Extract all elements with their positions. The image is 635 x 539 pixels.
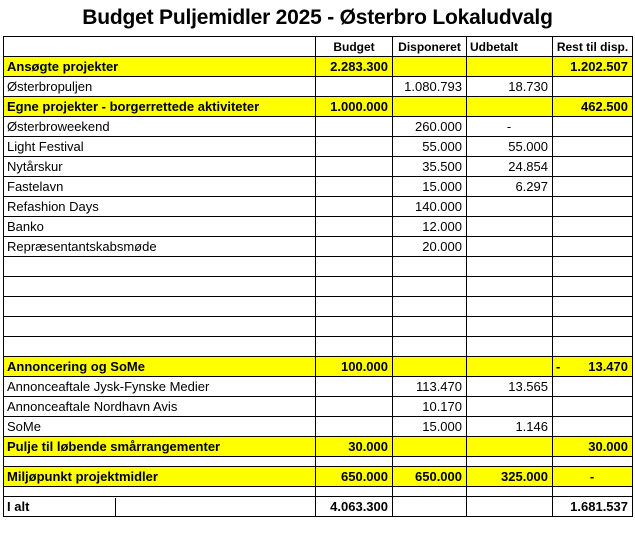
budget-cell[interactable] — [316, 77, 393, 97]
table-row-total — [4, 497, 633, 517]
empty-cell[interactable] — [393, 257, 467, 277]
empty-cell[interactable] — [467, 337, 553, 357]
empty-cell[interactable] — [4, 317, 316, 337]
total-label: I alt — [4, 498, 116, 516]
empty-cell[interactable] — [316, 257, 393, 277]
row-label[interactable]: Pulje til løbende smårrangementer — [4, 437, 316, 457]
table-row-nordhavn — [4, 397, 633, 417]
empty-cell[interactable] — [316, 457, 393, 467]
udbetalt-cell[interactable] — [467, 357, 553, 377]
udbetalt-cell[interactable] — [467, 497, 553, 517]
rest-value: 13.470 — [588, 358, 628, 374]
empty-cell[interactable] — [467, 277, 553, 297]
total-label-spacer — [116, 498, 315, 516]
budget-cell[interactable]: 1.000.000 — [316, 97, 393, 117]
row-label[interactable] — [4, 497, 316, 517]
table-row-jysk — [4, 377, 633, 397]
empty-cell[interactable] — [553, 487, 633, 497]
table-row-some — [4, 417, 633, 437]
budget-cell[interactable] — [316, 157, 393, 177]
rest-cell[interactable] — [553, 217, 633, 237]
disponeret-cell[interactable]: 113.470 — [393, 377, 467, 397]
row-label[interactable]: Refashion Days — [4, 197, 316, 217]
empty-cell[interactable] — [467, 257, 553, 277]
rest-cell[interactable] — [553, 77, 633, 97]
disponeret-cell[interactable]: 140.000 — [393, 197, 467, 217]
table-row-ansogte — [4, 57, 633, 77]
udbetalt-cell[interactable] — [467, 217, 553, 237]
rest-cell[interactable] — [553, 357, 633, 377]
table-row-miljo — [4, 467, 633, 487]
row-label[interactable]: Annoncering og SoMe — [4, 357, 316, 377]
udbetalt-cell[interactable]: 13.565 — [467, 377, 553, 397]
disponeret-cell[interactable]: 10.170 — [393, 397, 467, 417]
disponeret-cell[interactable]: 55.000 — [393, 137, 467, 157]
disponeret-cell[interactable]: 15.000 — [393, 177, 467, 197]
header-udbetalt[interactable]: Udbetalt — [467, 37, 553, 57]
table-row-empty — [4, 317, 633, 337]
table-row-osterbroweekend — [4, 117, 633, 137]
disponeret-cell[interactable]: 260.000 — [393, 117, 467, 137]
empty-cell[interactable] — [4, 297, 316, 317]
sheet-title: Budget Puljemidler 2025 - Østerbro Lokaludvalg — [82, 6, 553, 29]
empty-cell[interactable] — [393, 297, 467, 317]
udbetalt-cell[interactable] — [467, 397, 553, 417]
table-row-spacer — [4, 487, 633, 497]
table-row-nytarskur — [4, 157, 633, 177]
empty-cell[interactable] — [553, 297, 633, 317]
table-row-refashion — [4, 197, 633, 217]
row-label[interactable]: Egne projekter - borgerrettede aktiviteter — [4, 97, 316, 117]
empty-cell[interactable] — [393, 317, 467, 337]
disponeret-cell[interactable]: 1.080.793 — [393, 77, 467, 97]
table-row-osterbropuljen — [4, 77, 633, 97]
table-row-light — [4, 137, 633, 157]
udbetalt-cell[interactable]: 325.000 — [467, 467, 553, 487]
row-label[interactable]: Fastelavn — [4, 177, 316, 197]
row-label[interactable]: Light Festival — [4, 137, 316, 157]
udbetalt-cell[interactable]: 6.297 — [467, 177, 553, 197]
udbetalt-cell[interactable]: 55.000 — [467, 137, 553, 157]
disponeret-cell[interactable]: 650.000 — [393, 467, 467, 487]
empty-cell[interactable] — [553, 337, 633, 357]
udbetalt-cell[interactable] — [467, 57, 553, 77]
disponeret-cell[interactable] — [393, 357, 467, 377]
table-row-repraesentant — [4, 237, 633, 257]
table-row-empty — [4, 297, 633, 317]
budget-cell[interactable] — [316, 217, 393, 237]
rest-cell[interactable]: 1.681.537 — [553, 497, 633, 517]
disponeret-cell[interactable]: 35.500 — [393, 157, 467, 177]
udbetalt-cell[interactable] — [467, 237, 553, 257]
table-row-annoncering — [4, 357, 633, 377]
empty-cell[interactable] — [467, 487, 553, 497]
empty-cell[interactable] — [553, 317, 633, 337]
rest-cell[interactable] — [553, 177, 633, 197]
row-label[interactable]: Østerbropuljen — [4, 77, 316, 97]
empty-cell[interactable] — [4, 337, 316, 357]
header-label-cell[interactable] — [4, 37, 316, 57]
rest-cell[interactable] — [553, 397, 633, 417]
empty-cell[interactable] — [393, 457, 467, 467]
budget-cell[interactable]: 30.000 — [316, 437, 393, 457]
empty-cell[interactable] — [553, 277, 633, 297]
header-disponeret[interactable]: Disponeret — [393, 37, 467, 57]
row-label[interactable]: Banko — [4, 217, 316, 237]
empty-cell[interactable] — [553, 457, 633, 467]
rest-cell[interactable]: - — [553, 467, 633, 487]
empty-cell[interactable] — [4, 277, 316, 297]
empty-cell[interactable] — [316, 487, 393, 497]
row-label[interactable]: Ansøgte projekter — [4, 57, 316, 77]
disponeret-cell[interactable]: 12.000 — [393, 217, 467, 237]
rest-cell[interactable] — [553, 197, 633, 217]
rest-cell[interactable]: 462.500 — [553, 97, 633, 117]
row-label[interactable]: SoMe — [4, 417, 316, 437]
disponeret-cell[interactable]: 15.000 — [393, 417, 467, 437]
budget-cell[interactable] — [316, 177, 393, 197]
table-row-pulje — [4, 437, 633, 457]
row-label[interactable]: Annonceaftale Nordhavn Avis — [4, 397, 316, 417]
empty-cell[interactable] — [316, 277, 393, 297]
table-row-fastelavn — [4, 177, 633, 197]
budget-cell[interactable] — [316, 237, 393, 257]
row-label[interactable]: Miljøpunkt projektmidler — [4, 467, 316, 487]
rest-cell[interactable]: 30.000 — [553, 437, 633, 457]
empty-cell[interactable] — [316, 297, 393, 317]
table-row-egne — [4, 97, 633, 117]
rest-cell[interactable] — [553, 417, 633, 437]
empty-cell[interactable] — [4, 487, 316, 497]
budget-cell[interactable]: 4.063.300 — [316, 497, 393, 517]
empty-cell[interactable] — [316, 337, 393, 357]
disponeret-cell[interactable] — [393, 57, 467, 77]
rest-cell[interactable] — [553, 377, 633, 397]
budget-cell[interactable] — [316, 417, 393, 437]
rest-cell[interactable]: 1.202.507 — [553, 57, 633, 77]
udbetalt-cell[interactable]: 24.854 — [467, 157, 553, 177]
empty-cell[interactable] — [467, 457, 553, 467]
rest-cell[interactable] — [553, 137, 633, 157]
empty-cell[interactable] — [393, 487, 467, 497]
budget-cell[interactable] — [316, 137, 393, 157]
empty-cell[interactable] — [393, 337, 467, 357]
disponeret-cell[interactable]: 20.000 — [393, 237, 467, 257]
udbetalt-cell[interactable] — [467, 437, 553, 457]
rest-cell[interactable] — [553, 237, 633, 257]
budget-cell[interactable] — [316, 397, 393, 417]
header-budget[interactable]: Budget — [316, 37, 393, 57]
header-row — [4, 37, 633, 57]
budget-cell[interactable] — [316, 197, 393, 217]
empty-cell[interactable] — [467, 317, 553, 337]
disponeret-cell[interactable] — [393, 497, 467, 517]
budget-cell[interactable]: 2.283.300 — [316, 57, 393, 77]
udbetalt-cell[interactable]: 1.146 — [467, 417, 553, 437]
empty-cell[interactable] — [4, 257, 316, 277]
budget-table — [3, 36, 633, 517]
row-label[interactable]: Annonceaftale Jysk-Fynske Medier — [4, 377, 316, 397]
budget-cell[interactable] — [316, 117, 393, 137]
udbetalt-cell[interactable] — [467, 197, 553, 217]
table-row-spacer — [4, 457, 633, 467]
empty-cell[interactable] — [553, 257, 633, 277]
udbetalt-cell[interactable] — [467, 97, 553, 117]
table-row-empty — [4, 337, 633, 357]
empty-cell[interactable] — [4, 457, 316, 467]
empty-cell[interactable] — [316, 317, 393, 337]
empty-cell[interactable] — [467, 297, 553, 317]
rest-cell[interactable] — [553, 117, 633, 137]
udbetalt-cell[interactable]: - — [467, 117, 553, 137]
row-label[interactable]: Repræsentantskabsmøde — [4, 237, 316, 257]
header-rest[interactable]: Rest til disp. — [553, 37, 633, 57]
budget-cell[interactable] — [316, 377, 393, 397]
table-row-empty — [4, 257, 633, 277]
rest-cell[interactable] — [553, 157, 633, 177]
disponeret-cell[interactable] — [393, 437, 467, 457]
budget-cell[interactable]: 100.000 — [316, 357, 393, 377]
negative-sign: - — [556, 358, 561, 374]
budget-cell[interactable]: 650.000 — [316, 467, 393, 487]
table-row-banko — [4, 217, 633, 237]
table-row-empty — [4, 277, 633, 297]
empty-cell[interactable] — [393, 277, 467, 297]
row-label[interactable]: Nytårskur — [4, 157, 316, 177]
disponeret-cell[interactable] — [393, 97, 467, 117]
udbetalt-cell[interactable]: 18.730 — [467, 77, 553, 97]
row-label[interactable]: Østerbroweekend — [4, 117, 316, 137]
